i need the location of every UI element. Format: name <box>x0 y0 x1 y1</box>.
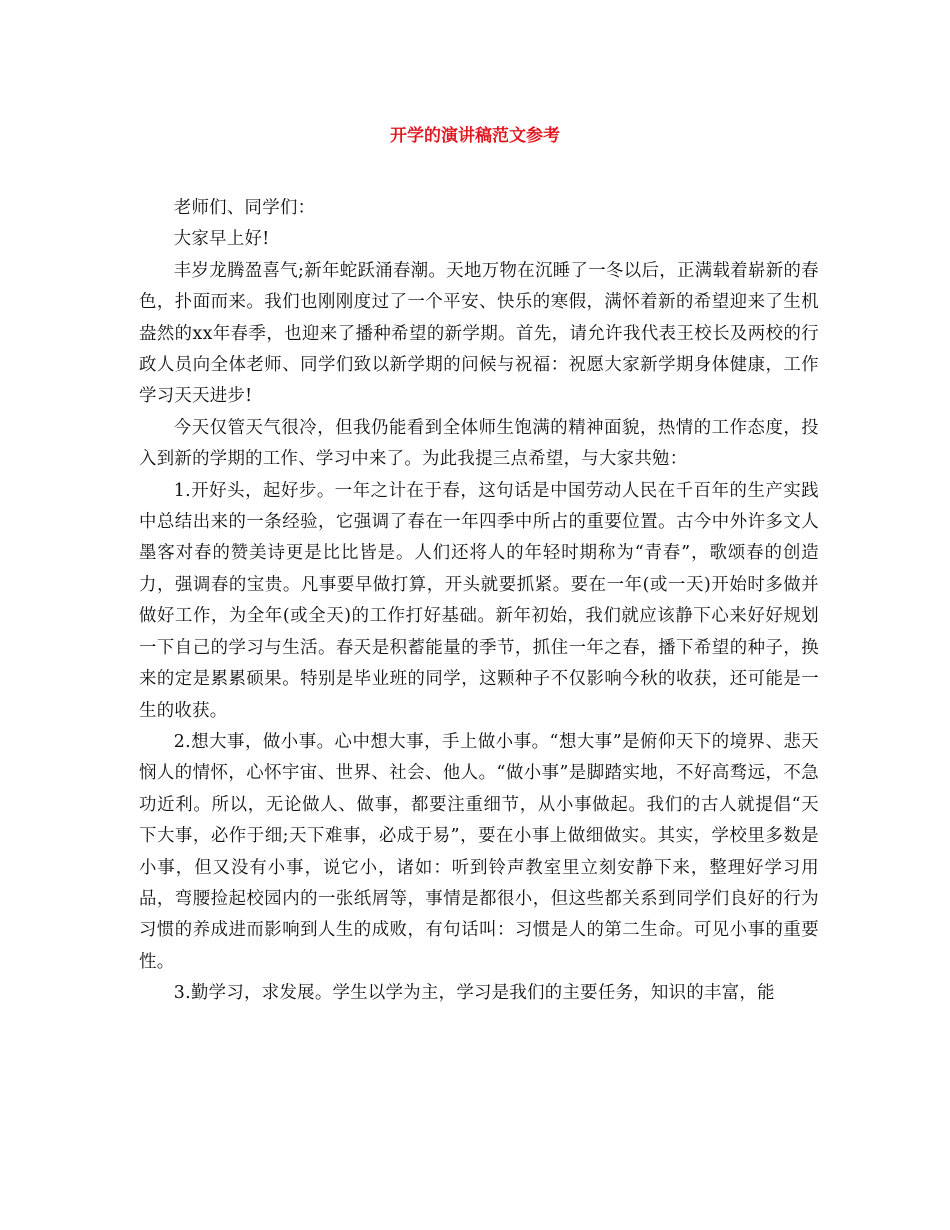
paragraph: 3.勤学习，求发展。学生以学为主，学习是我们的主要任务，知识的丰富，能 <box>173 983 775 1004</box>
paragraph: 2.想大事，做小事。心中想大事，手上做小事。“想大事”是俯仰天下的境界、悲天悯人的情怀，心怀宇宙、世界、社会、他人。“做小事”是脚踏实地，不好高骛远，不急功近利。所以，无论做人、做事，都要注重细节，从小事做起。我们的古人就提倡“天下大事，必作于细;天下难事，必成于易”，要在小事上做细做实。其实，学校里多数是小事，但又没有小事，说它小，诸如：听到铃声教室里立刻安静下来，整理好学习用品，弯腰捡起校园内的一张纸屑等，事情是都很小，但这些都关系到同学们良好的行为习惯的养成进而影响到人生的成败，有句话叫：习惯是人的第二生命。可见小事的重要性。 <box>139 731 819 972</box>
paragraph: 大家早上好! <box>173 229 270 250</box>
document-title: 开学的演讲稿范文参考 <box>390 126 560 146</box>
paragraph: 1.开好头，起好步。一年之计在于春，这句话是中国劳动人民在千百年的生产实践中总结出来的一条经验，它强调了春在一年四季中所占的重要位置。古今中外许多文人墨客对春的赞美诗更是比比皆是。人们还将人的年轻时期称为“青春”，歌颂春的创造力，强调春的宝贵。凡事要早做打算，开头就要抓紧。要在一年(或一天)开始时多做并做好工作，为全年(或全天)的工作打好基础。新年初始，我们就应该静下心来好好规划一下自己的学习与生活。春天是积蓄能量的季节，抓住一年之春，播下希望的种子，换来的定是累累硕果。特别是毕业班的同学，这颗种子不仅影响今秋的收获，还可能是一生的收获。 <box>139 480 819 721</box>
document-body <box>139 193 819 1010</box>
paragraph: 丰岁龙腾盈喜气;新年蛇跃涌春潮。天地万物在沉睡了一冬以后，正满载着崭新的春色，扑面而来。我们也刚刚度过了一个平安、快乐的寒假，满怀着新的希望迎来了生机盎然的xx年春季，也迎来了播种希望的新学期。首先，请允许我代表王校长及两校的行政人员向全体老师、同学们致以新学期的问候与祝福：祝愿大家新学期身体健康，工作学习天天进步! <box>139 260 819 407</box>
paragraph: 老师们、同学们： <box>173 198 316 218</box>
paragraph: 今天仅管天气很冷，但我仍能看到全体师生饱满的精神面貌，热情的工作态度，投入到新的学期的工作、学习中来了。为此我提三点希望，与大家共勉： <box>139 417 819 470</box>
